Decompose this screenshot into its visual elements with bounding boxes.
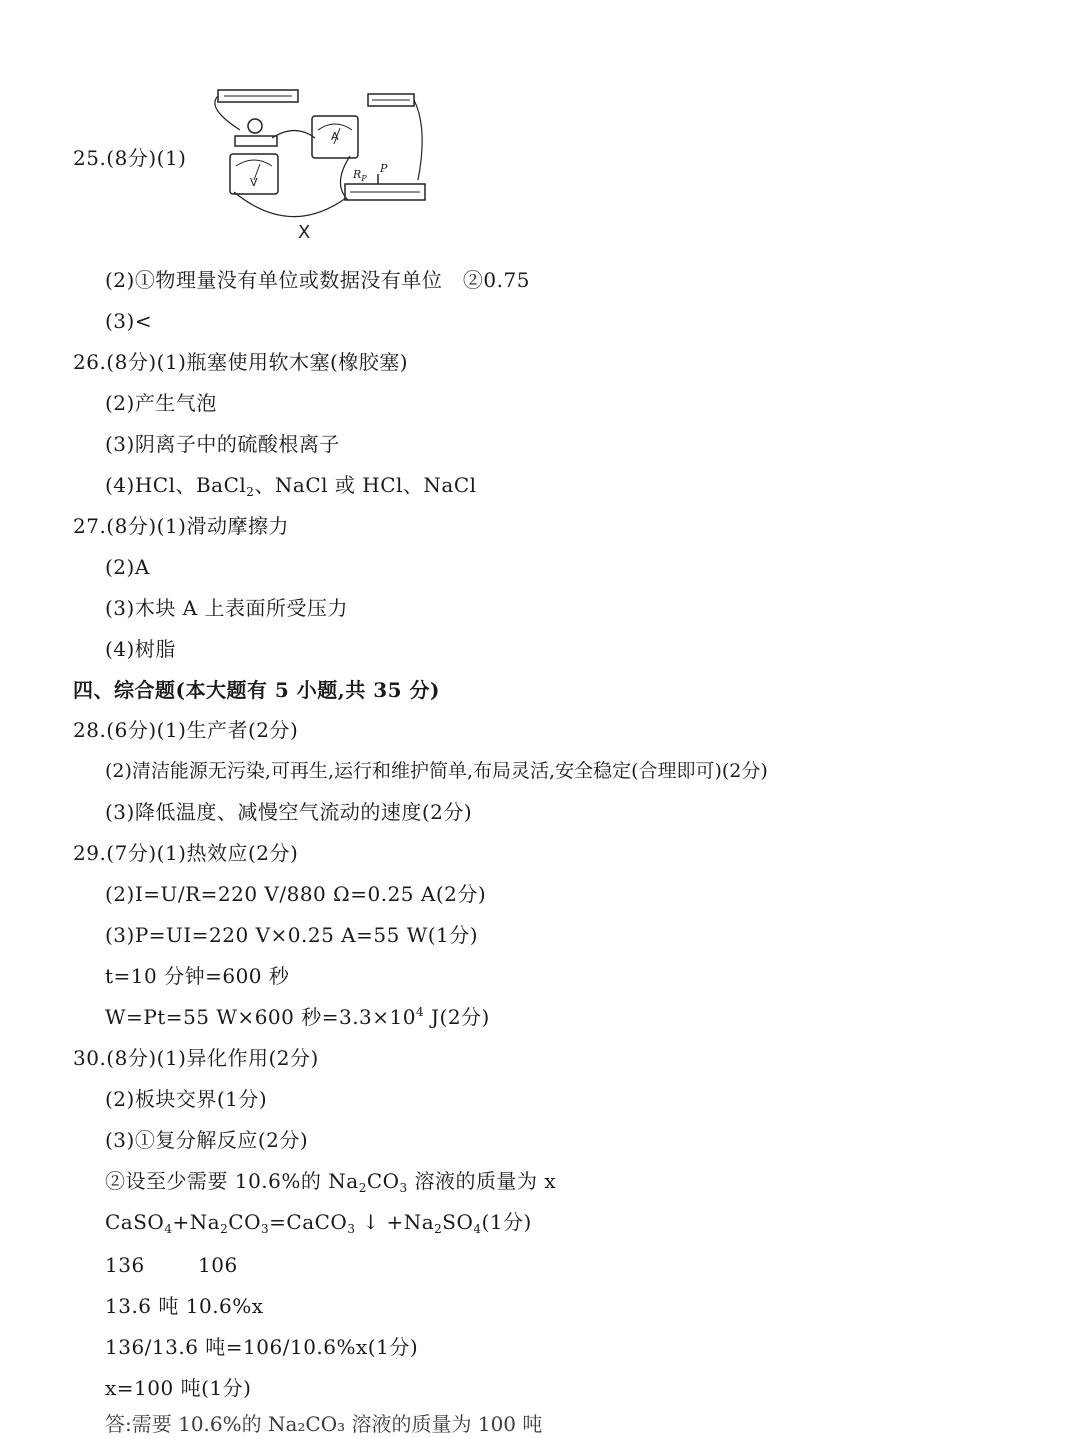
q25-part2 xyxy=(105,266,530,294)
q30-proportion-line: 136/13.6 吨=106/10.6%x(1分) xyxy=(105,1335,419,1359)
wire-bottom xyxy=(234,192,346,217)
q25-part2b: ②0.75 xyxy=(462,268,530,292)
ammeter-icon xyxy=(312,116,358,158)
q27-part3: (3)木块 A 上表面所受压力 xyxy=(105,596,348,620)
q28-head: 28.(6分)(1)生产者(2分) xyxy=(73,718,299,742)
wire-right xyxy=(414,100,422,180)
q27-head: 27.(8分)(1)滑动摩擦力 xyxy=(73,514,289,538)
q30-result-line: x=100 吨(1分) xyxy=(105,1376,252,1400)
q26-head: 26.(8分)(1)瓶塞使用软木塞(橡胶塞) xyxy=(73,350,409,374)
q30-part2: (2)板块交界(1分) xyxy=(105,1087,268,1111)
battery-top-left xyxy=(218,90,298,102)
q25-part3: (3)< xyxy=(105,309,153,333)
q30-answer-line-clipped: 答:需要 10.6%的 Na₂CO₃ 溶液的质量为 100 吨 xyxy=(105,1412,543,1436)
q25-head: 25.(8分)(1) xyxy=(73,146,187,170)
q30-head: 30.(8分)(1)异化作用(2分) xyxy=(73,1046,319,1070)
switch-top-right xyxy=(368,94,414,106)
q27-part4: (4)树脂 xyxy=(105,637,176,661)
q28-part3: (3)降低温度、减慢空气流动的速度(2分) xyxy=(105,800,473,824)
q28-part2: (2)清洁能源无污染,可再生,运行和维护简单,布局灵活,安全稳定(合理即可)(2分) xyxy=(105,760,768,782)
bulb-icon xyxy=(235,119,277,146)
q29-part2: (2)I=U/R=220 V/880 Ω=0.25 A(2分) xyxy=(105,882,487,906)
q29-part3: (3)P=UI=220 V×0.25 A=55 W(1分) xyxy=(105,923,479,947)
q30-equation: $CaSO_4+Na_2CO_3=CaCO_3$ ↓ $+Na_2SO_4(1$分) xyxy=(105,1210,532,1236)
rheostat-icon xyxy=(345,162,425,200)
q29-time-line: t=10 分钟=600 秒 xyxy=(105,964,290,988)
q30-part3: (3)①复分解反应(2分) xyxy=(105,1128,309,1152)
q25-part2a: (2)①物理量没有单位或数据没有单位 xyxy=(105,268,443,292)
ammeter-label: A xyxy=(331,130,339,143)
voltmeter-icon xyxy=(230,154,278,194)
q26-part4: (4)HCl、BaCl$_2$、NaCl 或 HCl、NaCl xyxy=(105,473,477,499)
q27-part2: (2)A xyxy=(105,555,150,579)
q30-ratio-line: 13.6 吨 10.6%x xyxy=(105,1294,264,1318)
q30-molar-mass-2: 106 xyxy=(198,1253,238,1277)
wire-bulb-ammeter xyxy=(272,131,315,139)
q30-molar-mass-1: 136 xyxy=(105,1253,145,1277)
section-4-title: 四、综合题(本大题有 5 小题,共 35 分) xyxy=(73,678,440,702)
voltmeter-label: V xyxy=(250,176,258,189)
q30-assumption: ②设至少需要 10.6%的 $Na_2CO_3$ 溶液的质量为 x xyxy=(105,1169,557,1195)
q29-head: 29.(7分)(1)热效应(2分) xyxy=(73,841,299,865)
circuit-diagram xyxy=(200,88,450,248)
rheostat-label: $R_P$ xyxy=(353,168,367,183)
q26-part2: (2)产生气泡 xyxy=(105,391,217,415)
slider-label: P xyxy=(380,162,388,175)
cross-mark: X xyxy=(298,222,311,243)
q29-work-line: W=Pt=55 W×600 秒$=3.3\times 10^4$ J(2分) xyxy=(105,1005,490,1029)
q26-part3: (3)阴离子中的硫酸根离子 xyxy=(105,432,340,456)
